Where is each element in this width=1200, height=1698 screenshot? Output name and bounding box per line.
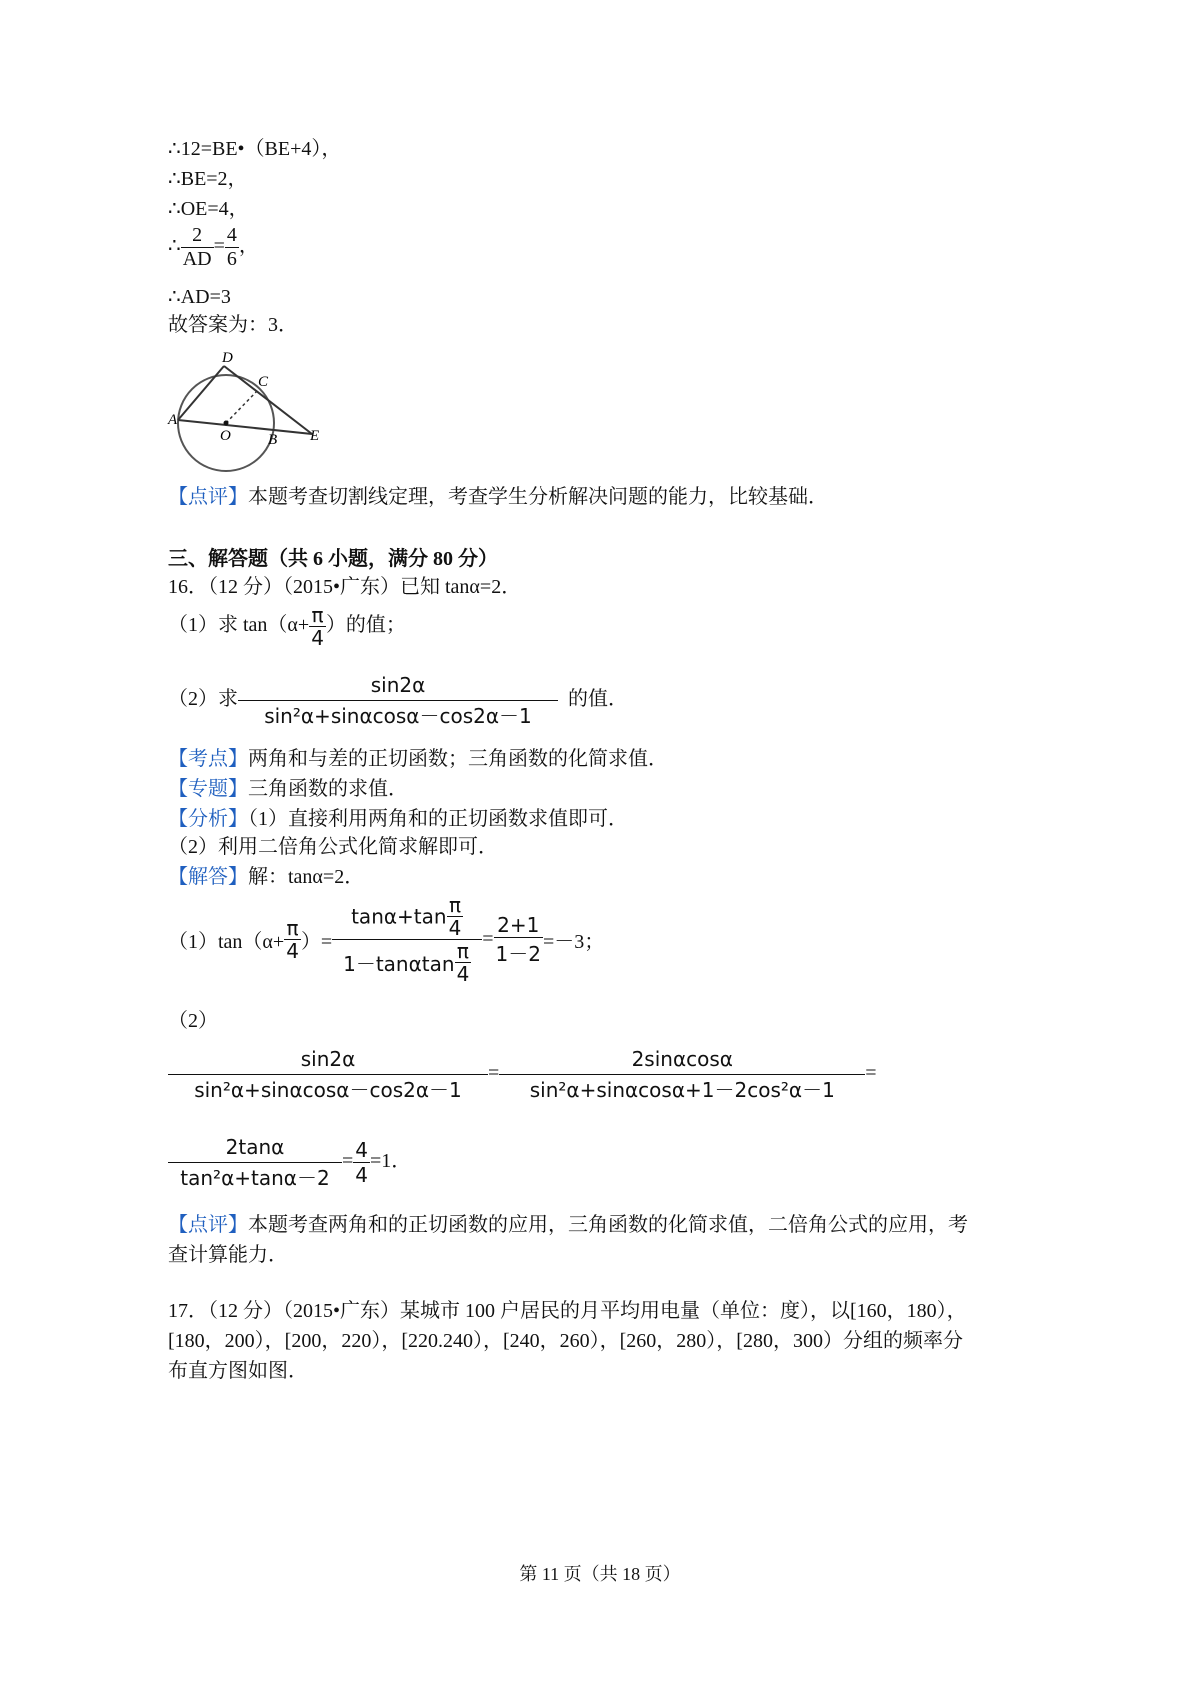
proof-line-1: ∴12=BE•（BE+4）， <box>168 138 342 160</box>
kaodian-line <box>168 746 668 772</box>
fraction <box>181 224 214 271</box>
pi-over-4 <box>455 940 472 985</box>
pi: π <box>286 916 299 940</box>
part2-prefix: （2）求 <box>168 688 238 711</box>
denominator: 1－2 <box>494 937 543 967</box>
part1-prefix: （1）求 tan（α+ <box>168 614 310 637</box>
s1-mid: ）= <box>300 931 333 953</box>
fraction <box>238 670 558 731</box>
denominator: tan²α+tanα－2 <box>168 1162 342 1193</box>
pi-over-4 <box>309 604 326 649</box>
denominator <box>332 939 482 985</box>
fraction-2 <box>499 1044 865 1105</box>
circle-diagram <box>164 348 334 478</box>
s1-prefix: （1）tan（α+ <box>168 931 285 953</box>
numerator: 2 <box>192 224 203 246</box>
fenxi-tag: 【分析】 <box>168 808 248 830</box>
equals: = <box>488 1062 500 1085</box>
equals: = <box>342 1150 354 1173</box>
denominator: sin²α+sinαcosα－cos2α－1 <box>168 1074 488 1105</box>
four: 4 <box>311 626 324 650</box>
numerator: sin2α <box>300 1047 356 1071</box>
page-footer: 第 11 页（共 18 页） <box>519 1564 681 1584</box>
solution-2-line-2 <box>168 1132 411 1193</box>
review-tag: 【点评】 <box>168 486 248 508</box>
label-b: B <box>268 432 278 448</box>
solution-2-label: （2） <box>168 1010 218 1032</box>
answer-line: 故答案为：3． <box>168 314 298 336</box>
kaodian-text: 两角和与差的正切函数；三角函数的化简求值． <box>248 748 668 770</box>
denominator: 6 <box>226 248 237 270</box>
fraction-4 <box>353 1138 370 1187</box>
q17-line-3: 布直方图如图． <box>168 1360 308 1382</box>
jieda-line <box>168 864 364 890</box>
numerator: 2sinαcosα <box>631 1047 733 1071</box>
label-o: O <box>220 428 231 444</box>
denominator: AD <box>182 248 212 270</box>
solution-1 <box>168 894 604 985</box>
label-c: C <box>258 374 269 390</box>
fraction-1 <box>168 1044 488 1105</box>
equals: = <box>482 928 494 950</box>
numerator-text: tanα+tan <box>351 904 447 929</box>
proof-line-2: ∴BE=2， <box>168 168 248 190</box>
pi-over-4 <box>284 917 301 962</box>
label-d: D <box>222 350 233 366</box>
review-tag: 【点评】 <box>168 1214 248 1236</box>
four: 4 <box>456 962 470 986</box>
q17-line-2: [180，200），[200，220），[220.240），[240，260），[260，280），[280，300）分组的频率分 <box>168 1330 963 1352</box>
part1-suffix: ）的值； <box>325 614 406 637</box>
numerator: 4 <box>355 1138 369 1162</box>
center-point <box>224 421 229 426</box>
proof-line-3: ∴OE=4， <box>168 198 249 220</box>
jieda-tag: 【解答】 <box>168 866 248 888</box>
section-heading: 三、解答题（共 6 小题，满分 80 分） <box>168 548 498 570</box>
kaodian-tag: 【考点】 <box>168 748 248 770</box>
fenxi-text-1: （1）直接利用两角和的正切函数求值即可． <box>248 808 628 830</box>
punct: ， <box>238 235 259 258</box>
denominator-text: 1－tanαtan <box>343 952 455 976</box>
pi: π <box>448 893 461 917</box>
numerator <box>332 894 482 939</box>
zhuanti-tag: 【专题】 <box>168 778 248 800</box>
q16-review-2: 查计算能力． <box>168 1244 288 1266</box>
zhuanti-text: 三角函数的求值． <box>248 778 408 800</box>
s1-result: =－3； <box>542 931 605 953</box>
q17-line-1: 17．（12 分）（2015•广东）某城市 100 户居民的月平均用电量（单位：度），以[160，180）， <box>168 1300 967 1322</box>
pi-over-4 <box>447 894 464 939</box>
tan-sum-fraction <box>332 894 482 985</box>
segment-ad <box>178 366 224 420</box>
fenxi-line-1 <box>168 806 628 832</box>
numerator: sin2α <box>370 673 426 697</box>
segment-oc <box>226 390 258 423</box>
four: 4 <box>448 916 462 940</box>
pi: π <box>456 939 469 963</box>
label-e: E <box>310 428 320 444</box>
denominator: sin²α+sinαcosα－cos2α－1 <box>238 700 558 731</box>
segment-ae <box>178 420 312 434</box>
fraction <box>225 224 239 271</box>
value-fraction <box>494 913 543 967</box>
pi: π <box>311 603 324 627</box>
q16-part2 <box>168 670 628 731</box>
result: =1． <box>370 1150 412 1173</box>
denominator: sin²α+sinαcosα+1－2cos²α－1 <box>499 1074 865 1105</box>
part2-suffix: 的值． <box>568 688 628 711</box>
equals: = <box>213 235 225 258</box>
solution-2-line-1 <box>168 1044 877 1105</box>
review-text-1: 本题考查两角和的正切函数的应用，三角函数的化简求值，二倍角公式的应用，考 <box>248 1214 968 1236</box>
numerator: 4 <box>226 224 237 246</box>
therefore-symbol: ∴ <box>168 235 181 258</box>
four: 4 <box>286 939 299 963</box>
denominator: 4 <box>355 1163 369 1187</box>
fenxi-line-2: （2）利用二倍角公式化简求解即可． <box>168 836 498 858</box>
review-text: 本题考查切割线定理，考查学生分析解决问题的能力，比较基础． <box>248 486 828 508</box>
review-line <box>168 484 828 510</box>
numerator: 2tanα <box>225 1135 285 1159</box>
q16-stem: 16．（12 分）（2015•广东）已知 tanα=2． <box>168 576 522 598</box>
label-a: A <box>168 412 178 428</box>
numerator: 2+1 <box>497 912 540 937</box>
fraction-3 <box>168 1132 342 1193</box>
proof-line-4 <box>168 224 259 271</box>
proof-line-5: ∴AD=3 <box>168 286 231 308</box>
jieda-text: 解：tanα=2． <box>248 866 365 888</box>
q16-part1 <box>168 604 406 649</box>
q16-review-1 <box>168 1212 968 1238</box>
zhuanti-line <box>168 776 408 802</box>
equals: = <box>865 1062 877 1085</box>
